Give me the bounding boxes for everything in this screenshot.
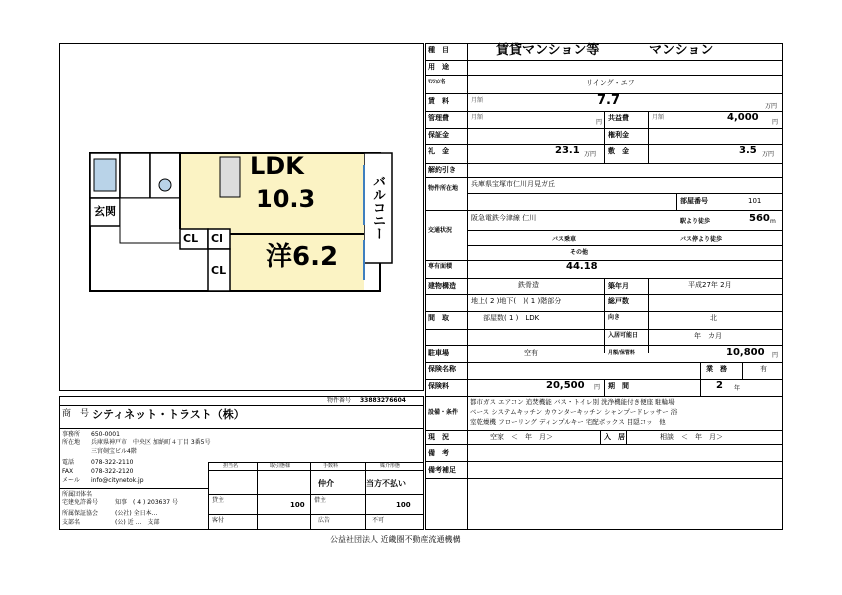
bukken-bango-label: 物件番号 — [327, 397, 352, 404]
kanrihi-unit: 月額 — [471, 114, 484, 121]
kikan: 2 — [716, 380, 723, 391]
eki-toho-unit: m — [770, 218, 776, 225]
genkyo: 空家 ＜ 年 月＞ — [490, 433, 553, 441]
tel-label: 電話 — [62, 459, 75, 466]
baikai: 仲介 — [318, 479, 334, 488]
bukken-bango: 33883276604 — [360, 397, 406, 404]
nyukyo-label: 入 居 — [604, 433, 625, 441]
mansion-label: ﾏﾝｼｮﾝ名 — [428, 79, 446, 85]
shoro-label: 広告 — [318, 517, 331, 524]
jimusho: 650-0001 — [91, 431, 120, 438]
shikikin-value: 3.5 — [739, 145, 757, 156]
shibu: (公) 近 … 支部 — [115, 519, 160, 526]
hokan-ryo: 10,800 — [726, 347, 765, 358]
hosho-label: 所属保証協会 — [62, 510, 99, 517]
setsubi-1: 都市ガス エアコン 追焚機能 バス・トイレ別 洗浄機能付き便座 駐輪場 — [470, 398, 675, 406]
chikunen: 平成27年 2月 — [688, 281, 732, 289]
ldk-label: LDK — [250, 152, 304, 180]
tesu-text: 当方不払い — [366, 479, 406, 488]
shikikin-label: 敷 金 — [608, 147, 629, 155]
kyoekihi-value: 4,000 — [727, 112, 759, 123]
biko-hosoku-label: 備考補足 — [428, 466, 456, 474]
kikan-label: 期 間 — [608, 382, 629, 390]
biko-label: 備 考 — [428, 449, 449, 457]
yo-label: 洋6.2 — [266, 242, 339, 272]
hokan-ryo-unit: 円 — [772, 352, 779, 359]
tel: 078-322-2110 — [91, 459, 134, 466]
shozaichi-value: 兵庫県宝塚市仁川月見ガ丘 — [471, 180, 555, 188]
shogo: シティネット・トラスト（株） — [92, 408, 245, 421]
header-category: 賃貸マンション等 — [496, 43, 600, 58]
kotsu-label: 交通状況 — [428, 227, 453, 234]
kari-pct: 100 — [396, 501, 411, 509]
mail-label: メール — [62, 477, 80, 484]
kenrikin-label: 権利金 — [608, 131, 629, 139]
reikin-unit: 万円 — [584, 151, 597, 158]
menkyo: 知事 ( 4 ) 203637 号 — [115, 499, 179, 506]
balcony-label: バルコニー — [370, 175, 385, 240]
mail[interactable]: info@citynetok.jp — [91, 477, 144, 484]
fax: 078-322-2120 — [91, 468, 134, 475]
kyoekihi-unit: 月額 — [652, 114, 665, 121]
syubetsu-label: 種 目 — [428, 46, 449, 54]
baikai-label: 媒介形態 — [380, 463, 401, 469]
kashi-pct: 100 — [290, 501, 305, 509]
hokenryo: 20,500 — [546, 380, 585, 391]
cl-label-2: Cl — [211, 232, 223, 245]
company-address-1: 兵庫県神戸市 中央区 加納町４丁目 3番5号 — [91, 439, 211, 446]
madori-label: 間 取 — [428, 314, 449, 322]
kyoekihi-label: 共益費 — [608, 114, 629, 122]
shoro: 不可 — [372, 517, 385, 524]
nyukyo-kano-label: 入居可能日 — [608, 332, 639, 339]
muki-label: 向き — [608, 314, 621, 321]
heya-bango: 101 — [748, 197, 762, 205]
chinryo-value: 7.7 — [597, 93, 621, 108]
reikin-value: 23.1 — [555, 145, 580, 156]
setsubi-label: 設備・条件 — [428, 409, 459, 416]
tesu-label: 手数料 — [323, 463, 339, 469]
reikin-label: 礼 金 — [428, 147, 449, 155]
madori: 部屋数( 1 ) LDK — [483, 314, 540, 322]
senyu-menseki: 44.18 — [566, 261, 598, 272]
kari-label: 借主 — [314, 497, 327, 504]
eki-toho: 560 — [749, 213, 770, 224]
chinryo-yen: 万円 — [765, 103, 778, 110]
bus-toho-label: バス停より徒歩 — [680, 236, 723, 243]
kyoekihi-yen: 円 — [772, 119, 779, 126]
tori-label: 担当名 — [223, 463, 239, 469]
kozo: 鉄骨造 — [518, 281, 539, 289]
genkan-label: 玄関 — [94, 205, 116, 218]
cl-label-1: CL — [183, 232, 199, 245]
floorplan-drawing — [80, 145, 400, 295]
jimusho-label: 事務所 — [62, 431, 81, 438]
header-kind: マンション — [649, 43, 714, 58]
fax-label: FAX — [62, 468, 74, 475]
kikan-unit: 年 — [734, 385, 741, 392]
keiyaku-label: 取引態様 — [270, 463, 291, 469]
company-address-2: 三宮剣宝ビル4階 — [91, 448, 137, 455]
menkyo-label: 宅建免許番号 — [62, 499, 99, 506]
gyomu: 有 — [760, 365, 767, 373]
chinryo-label: 賃 料 — [428, 97, 449, 105]
kanrihi-label: 管理費 — [428, 114, 449, 122]
ldk-size: 10.3 — [256, 185, 316, 213]
eki-toho-label: 駅より徒歩 — [680, 218, 711, 225]
kumiai-label: 所属団体名 — [62, 491, 93, 498]
sonota-label: その他 — [570, 249, 589, 256]
kaisu-text: 地上( 2 )地下( )( 1 )階部分 — [471, 297, 562, 305]
heya-bango-label: 部屋番号 — [680, 197, 708, 205]
chikunen-label: 築年月 — [608, 282, 629, 290]
chushajo-label: 駐車場 — [428, 349, 449, 357]
setsubi-3: 室乾燥機 フローリング ディンプルキー 宅配ボックス 目隠コッ 他 — [470, 418, 666, 426]
shozaichi-label: 所在地 — [62, 439, 81, 446]
chinryo-unit: 月額 — [471, 97, 484, 104]
kashi-label: 貸主 — [212, 497, 225, 504]
setsubi-2: ベース システムキッチン カウンターキッチン シャンプードレッサー 浴 — [470, 408, 678, 416]
hokenryo-unit: 円 — [594, 384, 601, 391]
hosyokin-label: 保証金 — [428, 131, 449, 139]
hokan-ryo-label: 月額/保管料 — [608, 350, 635, 356]
senyu-menseki-label: 専有面積 — [428, 263, 453, 270]
shozaichi-label: 物件所在地 — [428, 185, 459, 192]
hokenryo-label: 保険料 — [428, 382, 449, 390]
genkyo-label: 現 況 — [428, 433, 449, 441]
shibu-label: 支部名 — [62, 519, 81, 526]
cl-label-3: CL — [211, 264, 227, 277]
bus-josha-label: バス乗車 — [552, 236, 577, 243]
footer-org: 公益社団法人 近畿圏不動産流通機構 — [330, 535, 461, 544]
chushajo: 空有 — [524, 349, 538, 357]
shogo-label: 商 号 — [62, 409, 90, 419]
kyaku-label: 客付 — [212, 517, 225, 524]
shikikin-unit: 万円 — [762, 151, 775, 158]
kaiyakubiki-label: 解約引き — [428, 166, 456, 174]
kanrihi-yen: 円 — [596, 119, 603, 126]
nyukyo-kano: 年 カ月 — [694, 332, 722, 340]
hosho: (公社) 全日本… — [115, 510, 158, 517]
hosho-label-r: 保険名称 — [428, 365, 456, 373]
eki-value: 阪急電鉄今津線 仁川 — [471, 214, 537, 222]
mansion-name: リイング・エフ — [586, 79, 635, 87]
sokosu-label: 総戸数 — [608, 297, 629, 305]
nyukyo: 相談 ＜ 年 月＞ — [660, 433, 723, 441]
muki: 北 — [710, 314, 717, 322]
kozo-label: 建物構造 — [428, 282, 456, 290]
youto-label: 用 途 — [428, 63, 449, 71]
gyomu-label: 業 務 — [706, 365, 727, 373]
